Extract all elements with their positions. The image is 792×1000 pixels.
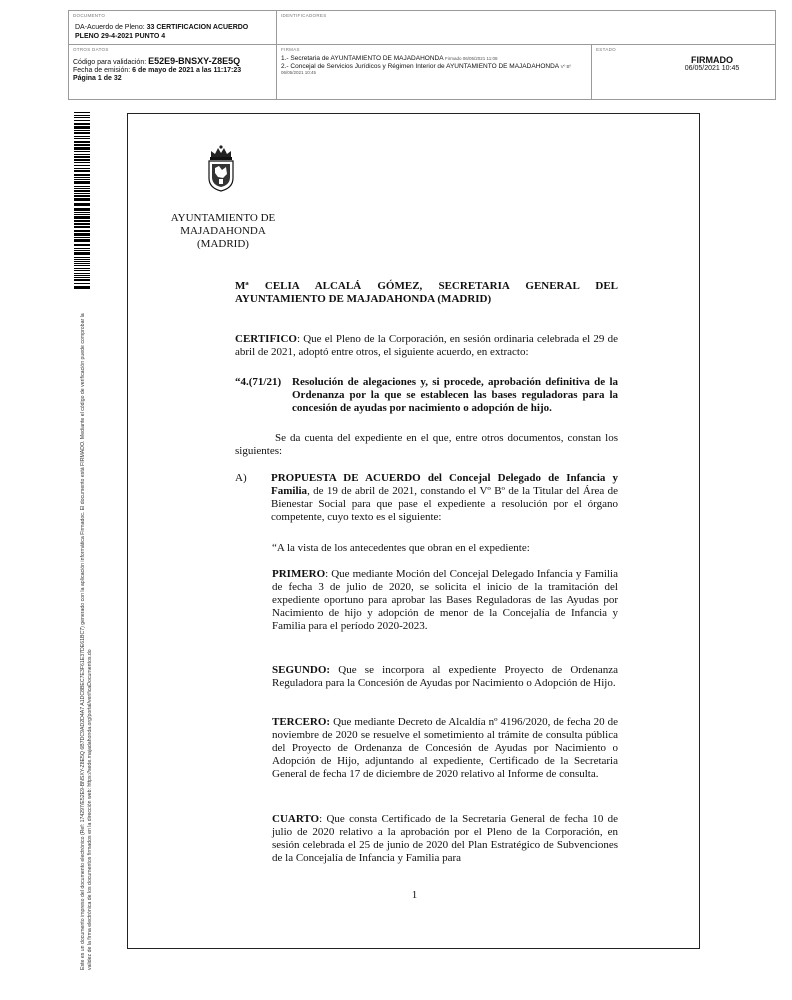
codigo-validacion: Código para validación: E52E9-BNSXY-Z8E5Q (73, 56, 241, 66)
quote-intro: “A la vista de los antecedentes que obran en el expediente: (272, 542, 530, 554)
organization-name: AYUNTAMIENTO DE MAJADAHONDA (MADRID) (170, 212, 276, 250)
documento-cell (69, 11, 277, 45)
agenda-item-number: “4.(71/21) (235, 376, 282, 388)
estado-date: 06/05/2021 10:45 (684, 65, 740, 72)
firma-1: 1.- Secretaria de AYUNTAMIENTO DE MAJADAHONDA Firmado 06/05/2021 11:08 (281, 55, 498, 62)
certifico-paragraph: CERTIFICO: Que el Pleno de la Corporación, en sesión ordinaria celebrada el 29 de abril de 2021, adoptó entre otros, el siguiente acuerdo, en extracto: (235, 333, 618, 358)
intro-paragraph: Se da cuenta del expediente en el que, entre otros documentos, constan los siguientes: (235, 432, 618, 457)
agenda-item (235, 376, 618, 415)
section-a (235, 472, 618, 524)
page-number: 1 (411, 889, 418, 901)
verification-side-text: Este es un documento impreso del documento electrónico (Ref: 174297/E52E9-BNSXY-Z8E5Q 6B7DC9AD2D4A7 A1DC8BEC7E3F61E37DE61BC7) generado con la aplicación informática Firmadoc. El documento está FIRMADO. Mediante el código de verificación puede comprobar la validez de la firma electrónica de los documentos firmados en la dirección web: https://sede.majadahonda.org/portal/verificaDocumentos.do (80, 313, 93, 970)
estado-cell (592, 45, 775, 99)
document-header-table (68, 10, 776, 100)
paragraph-tercero: TERCERO: Que mediante Decreto de Alcaldía nº 4196/2020, de fecha 20 de noviembre de 2020 se resuelve el sometimiento al trámite de consulta pública del Proyecto de Ordenanza de Concesión de Ayudas por Nacimiento o Adopción de Hijo, adjuntando al expediente, Certificado de la Secretaria General de fecha 17 de diciembre de 2020 relativo al Informe de consulta. (272, 716, 618, 780)
documento-value: DA-Acuerdo de Pleno: 33 CERTIFICACION ACUERDO PLENO 29-4-2021 PUNTO 4 (75, 24, 249, 40)
estado-value: FIRMADO (691, 55, 733, 65)
agenda-item-text: Resolución de alegaciones y, si procede, aprobación definitiva de la Ordenanza por la que se establecen las bases reguladoras para la concesión de ayudas por nacimiento o adopción de hijo. (292, 376, 618, 414)
documento-label: DOCUMENTO (73, 13, 106, 18)
coat-of-arms-icon (206, 144, 236, 192)
fecha-emision: Fecha de emisión: 6 de mayo de 2021 a las 11:17:23 (73, 67, 242, 74)
identificadores-label: IDENTIFICADORES (281, 13, 327, 18)
document-title: Mª CELIA ALCALÁ GÓMEZ, SECRETARIA GENERAL DEL AYUNTAMIENTO DE MAJADAHONDA (MADRID) (235, 280, 618, 305)
barcode-image (74, 112, 90, 290)
otros-datos-label: OTROS DATOS (73, 47, 109, 52)
section-a-letter: A) (235, 472, 247, 484)
page-frame (127, 113, 700, 949)
firma-2-date: 06/05/2021 10:45 (281, 70, 317, 75)
paragraph-cuarto: CUARTO: Que consta Certificado de la Secretaria General de fecha 10 de julio de 2020 relativo a la aprobación por el Pleno de la Corporación, en sesión celebrada el 25 de junio de 2020 del Plan Estratégico de Subvenciones de la Concejalía de Infancia y Familia para (272, 813, 618, 864)
estado-label: ESTADO (596, 47, 616, 52)
otros-datos-cell (69, 45, 277, 99)
firmas-label: FIRMAS (281, 47, 300, 52)
paragraph-primero: PRIMERO: Que mediante Moción del Concejal Delegado Infancia y Familia de fecha 3 de julio de 2020, se solicita el inicio de la tramitación del expediente oportuno para aprobar las Bases Reguladoras de las Ayudas por Nacimiento de hijo y adopción de menor de la Concejalía de Infancia y Familia para el período 2020-2023. (272, 568, 618, 632)
section-a-text: PROPUESTA DE ACUERDO del Concejal Delegado de Infancia y Familia, de 19 de abril de 2021, constando el Vº Bº de la Titular del Área de Bienestar Social para que pase el expediente a resolución por el órgano competente, cuyo texto es el siguiente: (271, 472, 618, 523)
firmas-cell (277, 45, 592, 99)
pagina-count: Página 1 de 32 (73, 75, 122, 82)
identificadores-cell (277, 11, 775, 45)
paragraph-segundo: SEGUNDO: Que se incorpora al expediente Proyecto de Ordenanza Reguladora para la Concesión de Ayudas por Nacimiento o Adopción de Hijo. (272, 664, 618, 689)
firma-2: 2.- Concejal de Servicios Jurídicos y Régimen Interior de AYUNTAMIENTO DE MAJADAHONDA Vº Bº (281, 63, 572, 70)
